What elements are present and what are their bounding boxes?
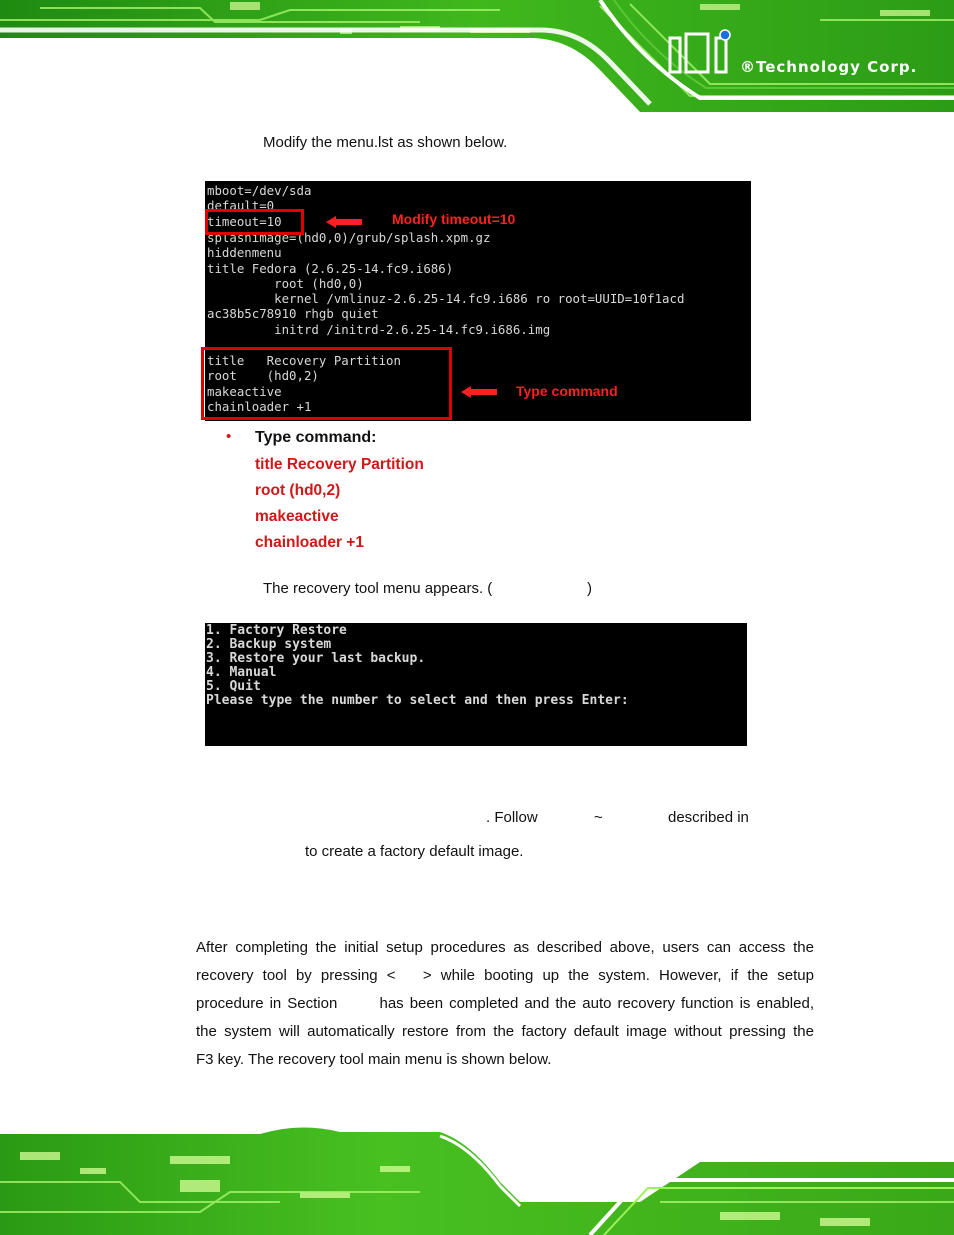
- menu-option: 5. Quit: [206, 679, 261, 694]
- paragraph-line: After completing the initial setup procedures as described above, users can access the: [196, 939, 814, 956]
- command-line: makeactive: [255, 508, 339, 525]
- terminal-line: kernel /vmlinuz-2.6.25-14.fc9.i686 ro root=UUID=10f1acd: [207, 291, 685, 306]
- terminal-line: makeactive: [207, 384, 282, 399]
- terminal-line: splashimage=(hd0,0)/grub/splash.xpm.gz: [207, 230, 491, 245]
- type-command-annotation: Type command: [516, 383, 618, 399]
- menu-option: 4. Manual: [206, 665, 277, 680]
- follow-tilde: ~: [594, 809, 603, 826]
- follow-text: . Follow: [486, 809, 538, 826]
- terminal-line: chainloader +1: [207, 399, 312, 414]
- menu-option: 3. Restore your last backup.: [206, 651, 426, 666]
- command-line: chainloader +1: [255, 534, 364, 551]
- terminal-line: title Fedora (2.6.25-14.fc9.i686): [207, 261, 454, 276]
- paragraph-line: the system will automatically restore from the factory default image without pressing the: [196, 1023, 814, 1040]
- type-command-heading: Type command:: [255, 429, 377, 446]
- timeout-highlight-box: [205, 209, 304, 235]
- step-instruction: Modify the menu.lst as shown below.: [263, 134, 508, 151]
- header-circuit-banner: [0, 0, 954, 112]
- footer-circuit-banner: [0, 1122, 954, 1235]
- command-line: title Recovery Partition: [255, 456, 424, 473]
- arrow-left-icon: [461, 386, 497, 398]
- recovery-menu-terminal: [205, 623, 747, 746]
- menu-lst-terminal: [205, 181, 751, 421]
- menu-intro-close: ): [587, 580, 592, 597]
- company-name: ®Technology Corp.: [740, 58, 918, 76]
- menu-intro-text: The recovery tool menu appears. (: [263, 580, 493, 597]
- terminal-line: title Recovery Partition: [207, 353, 401, 368]
- terminal-line: mboot=/dev/sda: [207, 183, 312, 198]
- arrow-left-icon: [326, 216, 362, 228]
- follow-described: described in: [668, 809, 749, 826]
- terminal-line: root (hd0,2): [207, 368, 319, 383]
- bullet: •: [226, 428, 232, 445]
- terminal-line: ac38b5c78910 rhgb quiet: [207, 306, 379, 321]
- paragraph-line: recovery tool by pressing < > while booting up the system. However, if the setup: [196, 967, 814, 984]
- terminal-line: initrd /initrd-2.6.25-14.fc9.i686.img: [207, 322, 551, 337]
- iei-logo-icon: [668, 28, 738, 74]
- terminal-line: root (hd0,0): [207, 276, 364, 291]
- paragraph-line: F3 key. The recovery tool main menu is shown below.: [196, 1051, 552, 1068]
- menu-prompt: Please type the number to select and then press Enter:: [206, 693, 629, 708]
- recovery-entry-highlight-box: [201, 347, 452, 420]
- command-line: root (hd0,2): [255, 482, 341, 499]
- menu-option: 1. Factory Restore: [206, 623, 347, 638]
- menu-option: 2. Backup system: [206, 637, 332, 652]
- terminal-line: hiddenmenu: [207, 245, 282, 260]
- follow-text-line2: to create a factory default image.: [305, 843, 524, 860]
- terminal-line: timeout=10: [207, 214, 282, 229]
- paragraph-line: procedure in Section has been completed and the auto recovery function is enabled,: [196, 995, 814, 1012]
- timeout-annotation: Modify timeout=10: [392, 211, 516, 227]
- terminal-line: default=0: [207, 198, 275, 213]
